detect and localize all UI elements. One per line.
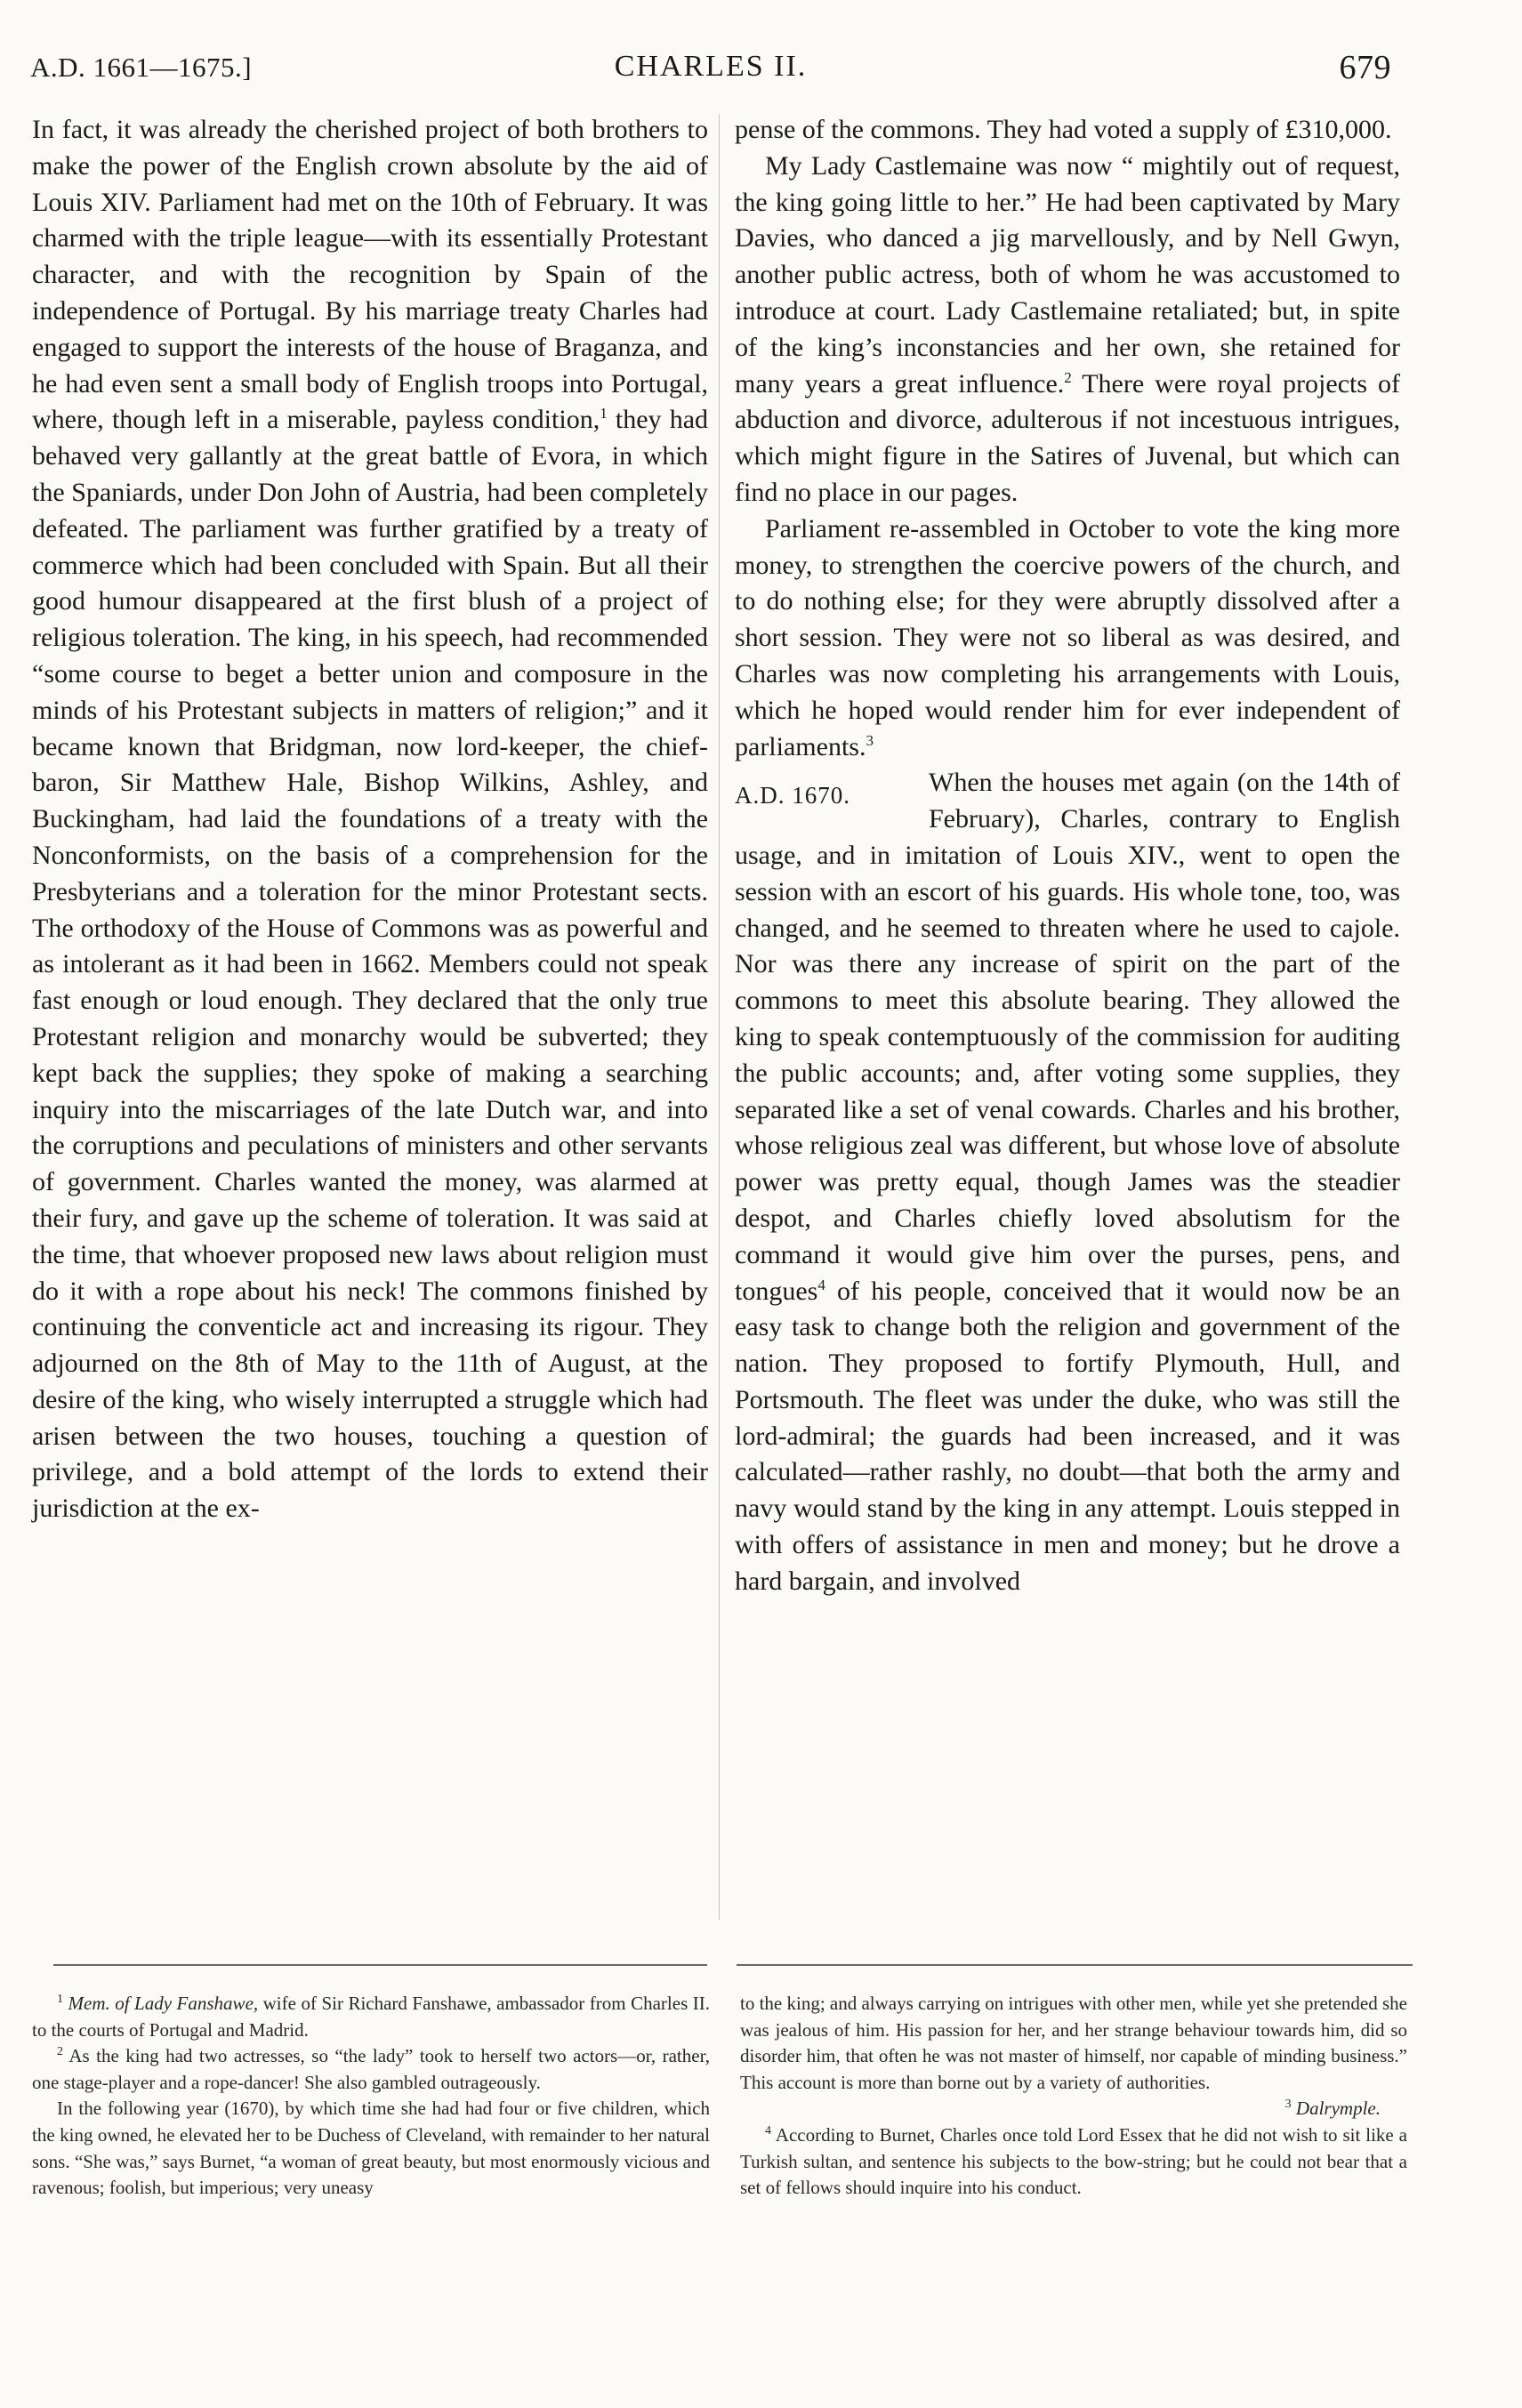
footnote-number: 4: [765, 2123, 771, 2138]
footnote: [32, 2043, 710, 2096]
footnote-ref: 1: [600, 405, 608, 423]
footnote-continuation: In the following year (1670), by which time she had had four or five children, which the king owned, he elevated her to be Duchess of Cleveland, with remainder to her natural sons. “She was,” says Burnet, “a woman of great beauty, but most enormously vicious and ravenous; foolish, but imperious; very uneasy: [32, 2098, 710, 2199]
paragraph: [735, 149, 1400, 511]
paragraph-text: they had behaved very gallantly at the great battle of Evora, in which the Spaniards, under Don John of Austria, had been completely defeated. The parliament was further gratified by a treaty of commerce which had been concluded with Spain. But all their good humour disappeared at the first blush of a project of religious toleration. The king, in his speech, had recommended “some course to beget a better union and composure in the minds of his Protestant subjects in matters of religion;” and it became known that Bridgman, now lord-keeper, the chief-baron, Sir Matthew Hale, Bishop Wilkins, Ashley, and Buckingham, had laid the foundations of a treaty with the Nonconformists, on the basis of a comprehension for the Presbyterians and a toleration for the minor Protestant sects. The orthodoxy of the House of Commons was as powerful and as intolerant as it had been in 1662. Members could not speak fast enough or loud enough. They declared that the only true Protestant religion and monarchy would be subverted; they kept back the supplies; they spoke of making a searching inquiry into the miscarriages of the late Dutch war, and into the corruptions and peculations of ministers and other servants of government. Charles wanted the money, was alarmed at their fury, and gave up the scheme of toleration. It was said at the time, that whoever proposed new laws about religion must do it with a rope about his neck! The commons finished by continuing the conventicle act and increasing its rigour. They adjourned on the 8th of May to the 11th of August, at the desire of the king, who wisely interrupted a struggle which had arisen between the two houses, touching a question of privilege, and a bold attempt of the lords to extend their jurisdiction at the ex-: [32, 405, 709, 1524]
footnote-ref: 4: [817, 1276, 825, 1293]
page-number: 679: [1339, 49, 1391, 86]
header-date-range: A.D. 1661—1675.]: [30, 52, 253, 83]
footnote-text: Dalrymple.: [1291, 2098, 1381, 2120]
paragraph-text: My Lady Castlemaine was now “ mightily out of request, the king going little to her.” He had been captivated by Mary Davies, who danced a jig marvellously, and by Nell Gwyn, another public actress, both of whom he was accustomed to introduce at court. Lady Castlemaine retaliated; but, in spite of the king’s inconstancies and her own, she retained for many years a great influence.: [735, 150, 1400, 399]
paragraph: [735, 765, 1400, 1599]
footnote-text: As the king had two actresses, so “the lady” took to herself two actors—or, rather, one stage-player and a rope-dancer! She also gambled outrageously.: [32, 2045, 710, 2093]
footnote-text: According to Burnet, Charles once told Lord Essex that he did not wish to sit like a Turkish sultan, and sentence his subjects to the bow-string; but he could not bear that a set of fellows should inquire into his conduct.: [740, 2123, 1407, 2199]
paragraph-text: In fact, it was already the cherished project of both brothers to make the power of the English crown absolute by the aid of Louis XIV. Parliament had met on the 10th of February. It was charmed with the triple league—with its essentially Protestant character, and with the recognition by Spain of the independence of Portugal. By his marriage treaty Charles had engaged to support the interests of the house of Braganza, and he had even sent a small body of English troops into Portugal, where, though left in a miserable, payless condition,: [32, 115, 708, 435]
header-title: CHARLES II.: [614, 50, 808, 83]
running-header: [30, 46, 1391, 89]
footnotes-right: [740, 1991, 1407, 2202]
paragraph-text: When the houses met again (on the 14th of February), Charles, contrary to English usage, and in imitation of Louis XIV., went to open the session with an escort of his guards. His whole tone, too, was changed, and he seemed to threaten where he used to cajole. Nor was there any increase of spirit on the part of the commons to meet this absolute bearing. They allowed the king to speak contemptuously of the commission for auditing the public accounts; and, after voting some supplies, they separated like a set of venal cowards. Charles and his brother, whose religious zeal was different, but whose love of absolute power was pretty equal, though James was the steadier despot, and Charles chiefly loved absolutism for the command it would give him over the purses, pens, and tongues: [735, 768, 1400, 1306]
paragraph-text: There were royal projects of abduction and divorce, adulterous if not incestuous intrigues, which might figure in the Satires of Juvenal, but which can find no place in our pages.: [735, 368, 1400, 507]
footnote-rule: [737, 1964, 1413, 1966]
paragraph: pense of the commons. They had voted a supply of £310,000.: [735, 115, 1392, 144]
paragraph: [735, 511, 1400, 766]
paragraph: [32, 112, 708, 1527]
left-column: [32, 112, 708, 1527]
footnote: [740, 2122, 1407, 2202]
footnote-text: wife of Sir Richard Fanshawe, ambassador from Charles II. to the courts of Portugal and Madrid.: [32, 1993, 710, 2041]
footnote-number: 2: [57, 2045, 63, 2059]
right-column: [735, 112, 1400, 1600]
footnotes-left: [32, 1991, 710, 2202]
paragraph-text: Parliament re-assembled in October to vote the king more money, to strengthen the coercive powers of the church, and to do nothing else; for they were abruptly dissolved after a short session. They were not so liberal as was desired, and Charles was now completing his arrangements with Louis, which he hoped would render him for ever independent of parliaments.: [735, 513, 1400, 761]
footnote-ref: 2: [1064, 368, 1072, 386]
footnote: [32, 1991, 710, 2043]
footnote-ref: 3: [866, 731, 874, 749]
column-divider: [719, 114, 720, 1920]
footnote-source-title: Mem. of Lady Fanshawe,: [68, 1993, 259, 2014]
footnote-number: 1: [57, 1993, 63, 2006]
paragraph-text: of his people, conceived that it would now be an easy task to change both the religion and government of the nation. They proposed to fortify Plymouth, Hull, and Portsmouth. The fleet was under the duke, who was still the lord-admiral; the guards had been increased, and it was calculated—rather rashly, no doubt—that both the army and navy would stand by the king in any attempt. Louis stepped in with offers of assistance in men and money; but he drove a hard bargain, and involved: [735, 1276, 1400, 1596]
footnote-number: 3: [1284, 2098, 1292, 2112]
side-date: A.D. 1670.: [735, 782, 850, 809]
footnote: [740, 2096, 1407, 2122]
footnote-rule: [53, 1964, 707, 1966]
footnote-continuation: to the king; and always carrying on intrigues with other men, while yet she pretended she was jealous of him. His passion for her, and her strange behaviour towards him, did so disorder him, that often he was not master of himself, nor capable of minding business.” This account is more than borne out by a variety of authorities.: [740, 1993, 1407, 2093]
